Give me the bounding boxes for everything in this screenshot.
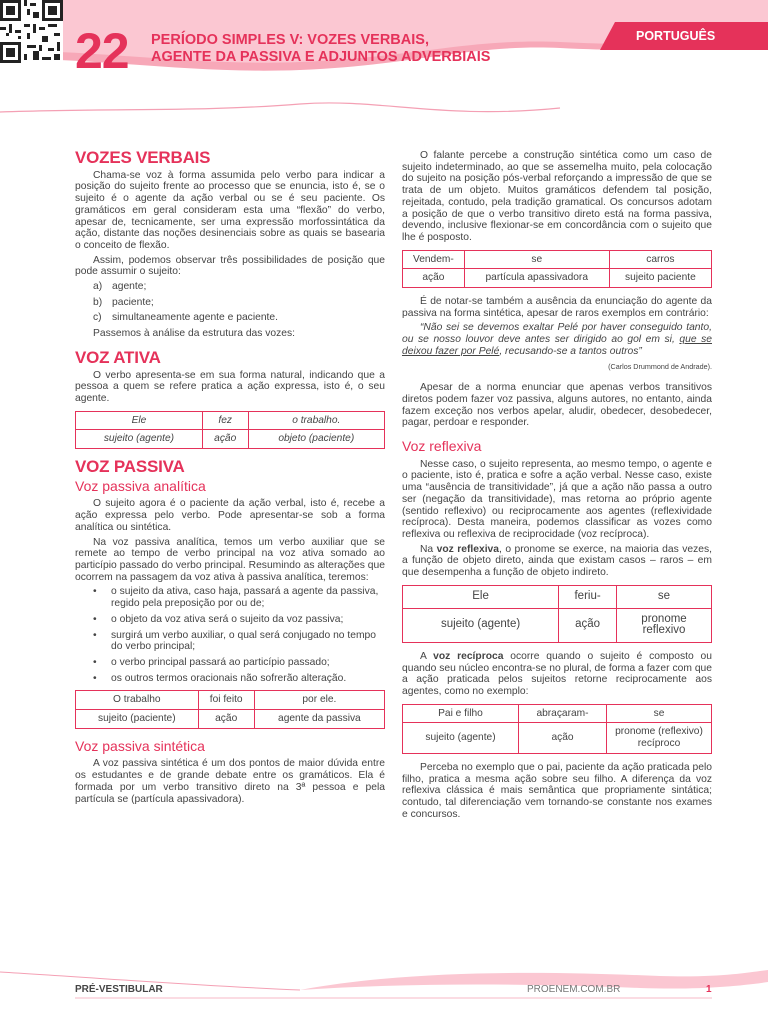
table-cell: carros <box>609 250 711 269</box>
quote-text: “Não sei se devemos exaltar Pelé por haver conseguido tanto, ou se nosso louvor deve antes ser dirigido ao gol em si, <box>402 322 712 346</box>
table-cell: agente da passiva <box>254 710 384 729</box>
table-row <box>76 411 385 430</box>
table-row <box>403 269 712 288</box>
list-item <box>93 297 385 309</box>
table-row <box>76 710 385 729</box>
table-row <box>76 691 385 710</box>
bold-term: voz reflexiva <box>436 543 500 555</box>
list-text: agente; <box>112 281 147 293</box>
qr-code-icon <box>0 0 63 63</box>
table-cell: ação <box>403 269 465 288</box>
table-voz-sintetica <box>402 250 712 288</box>
table-row <box>403 704 712 723</box>
table-cell: Vendem- <box>403 250 465 269</box>
table-cell: O trabalho <box>76 691 199 710</box>
chapter-title <box>151 32 490 66</box>
quote-source: (Carlos Drummond de Andrade). <box>608 361 712 371</box>
table-cell: se <box>617 585 712 608</box>
table-cell: sujeito (agente) <box>403 608 559 642</box>
left-column <box>75 150 385 808</box>
changes-list <box>93 586 385 684</box>
heading-voz-passiva-sintetica: Voz passiva sintética <box>75 737 205 754</box>
table-cell: sujeito (agente) <box>76 430 203 449</box>
subject-label: PORTUGUÊS <box>636 29 716 43</box>
table-voz-reflexiva <box>402 585 712 643</box>
footer-course-label: PRÉ-VESTIBULAR <box>75 984 163 995</box>
paragraph: É de notar-se também a ausência da enunciação do agente da passiva na forma sintética, apesar de raros exemplos em contrário: <box>402 296 712 319</box>
table-cell: sujeito paciente <box>609 269 711 288</box>
table-cell: partícula apassivadora <box>464 269 609 288</box>
quote-text: , recusando-se a tantos outros” <box>499 345 642 357</box>
table-cell: feriu- <box>559 585 617 608</box>
table-cell: ação <box>559 608 617 642</box>
heading-voz-passiva-analitica: Voz passiva analítica <box>75 477 206 494</box>
paragraph: O sujeito agora é o paciente da ação verbal, isto é, recebe a ação expressa pelo verbo. Pode apresentar-se sob a forma analítica ou sintética. <box>75 498 385 533</box>
table-cell: o trabalho. <box>248 411 384 430</box>
list-marker: b) <box>93 296 103 308</box>
paragraph <box>402 544 712 579</box>
chapter-number: 22 <box>75 23 129 79</box>
list-item: • o verbo principal passará ao particípio passado; <box>93 657 385 669</box>
paragraph: O falante percebe a construção sintética como um caso de sujeito indeterminado, ao que se assemelha muito, pela colocação do sujeito na posição pós-verbal reforçando a impressão de que se trata de um objeto. Muitos gramáticos defendem tal posição, rejeitada, contudo, pela tradição gramatical. Os concursos adotam a posição de que o verbo transitivo direto está na forma passiva, devendo, inclusive flexionar-se em concordância com o sujeito que lhe é posposto. <box>402 150 712 243</box>
table-cell: Pai e filho <box>403 704 519 723</box>
list-item: • os outros termos oracionais não sofrerão alteração. <box>93 673 385 685</box>
table-cell: se <box>607 704 712 723</box>
heading-voz-ativa: VOZ ATIVA <box>75 347 161 367</box>
list-item <box>93 312 385 324</box>
table-cell: ação <box>518 723 606 753</box>
table-cell: pronome (reflexivo) recíproco <box>607 723 712 753</box>
table-cell: foi feito <box>198 691 254 710</box>
list-item: • o objeto da voz ativa será o sujeito da voz passiva; <box>93 614 385 626</box>
table-cell: Ele <box>76 411 203 430</box>
list-marker: a) <box>93 281 103 293</box>
page-number: 1 <box>706 984 712 995</box>
table-cell: ação <box>202 430 248 449</box>
paragraph: O verbo apresenta-se em sua forma natural, indicando que a pessoa a quem se refere pratica a ação expressa, isto é, o seu agente. <box>75 369 385 404</box>
table-cell: sujeito (agente) <box>403 723 519 753</box>
page-header <box>0 0 768 150</box>
footer-site-link[interactable]: PROENEM.COM.BR <box>527 984 621 995</box>
paragraph <box>402 651 712 698</box>
list-marker: c) <box>93 312 102 324</box>
list-item <box>93 281 385 293</box>
table-voz-passiva <box>75 690 385 728</box>
table-cell: abraçaram- <box>518 704 606 723</box>
text: A <box>420 650 434 662</box>
chapter-title-line1: PERÍODO SIMPLES V: VOZES VERBAIS, <box>151 32 429 48</box>
list-item: • surgirá um verbo auxiliar, o qual será conjugado no tempo do verbo principal; <box>93 630 385 653</box>
heading-voz-reflexiva: Voz reflexiva <box>402 438 482 455</box>
table-cell: fez <box>202 411 248 430</box>
table-cell: sujeito (paciente) <box>76 710 199 729</box>
table-row <box>76 430 385 449</box>
right-column <box>402 150 712 823</box>
paragraph: Apesar de a norma enunciar que apenas verbos transitivos diretos podem fazer voz passiva, alguns autores, no entanto, ainda fazem exceção nos verbos apelar, aludir, obedecer, desobedecer, pagar, perdoar e responder. <box>402 382 712 429</box>
bold-term: voz recíproca <box>433 650 504 662</box>
table-row <box>403 723 712 753</box>
table-cell: por ele. <box>254 691 384 710</box>
table-cell: Ele <box>403 585 559 608</box>
quotation <box>402 322 712 357</box>
paragraph: A voz passiva sintética é um dos pontos de maior dúvida entre os estudantes e de grande debate entre os gramáticos. Ela é formada por um verbo transitivo direto na 3ª pessoa e pela partícula se (partícula apassivadora). <box>75 758 385 805</box>
table-cell: pronome reflexivo <box>617 608 712 642</box>
text: Na <box>420 543 437 555</box>
heading-vozes-verbais: VOZES VERBAIS <box>75 148 211 167</box>
table-row <box>403 608 712 642</box>
list-text: paciente; <box>112 296 154 308</box>
paragraph: Assim, podemos observar três possibilidades de posição que pode assumir o sujeito: <box>75 254 385 278</box>
paragraph: Nesse caso, o sujeito representa, ao mesmo tempo, o agente e o paciente, isto é, pratica e sofre a ação verbal. Nesse caso, existe uma “ausência de transitividade”, já que a ação não passa a outro ser (negação da transitividade), mas retorna ao próprio agente (sentido reflexivo) ou reciprocamente aos agentes (reflexividade recíproca). Desta maneira, podemos classificar as vozes como reflexiva ou reflexiva de reciprocidade (voz recíproca). <box>402 458 712 540</box>
paragraph: Na voz passiva analítica, temos um verbo auxiliar que se remete ao tempo de verbo principal na voz ativa somado ao particípio passado do verbo principal. Resumindo as alterações que ocorrem na passagem da voz ativa à passiva analítica, teremos: <box>75 536 385 583</box>
text: , o pronome se exerce, na maioria das vezes, a função de objeto direto, ainda que existam casos – raros – em que desempenha a função de objeto indireto. <box>402 543 712 579</box>
table-voz-reciproca <box>402 704 712 754</box>
paragraph: Passemos à análise da estrutura das vozes: <box>93 328 296 340</box>
paragraph: Chama-se voz à forma assumida pelo verbo para indicar a posição do sujeito frente ao processo que se enuncia, isto é, se o sujeito é o agente da ação verbal ou se é seu paciente. Os gramáticos em geral consideram esta uma “flexão” do verbo, apesar de, tecnicamente, ser uma expressão morfossintática da ação, distante das noções desinenciais sobre as quais se basearia o conceito de flexão. <box>75 169 385 251</box>
list-item: • o sujeito da ativa, caso haja, passará a agente da passiva, regido pela preposição por ou de; <box>93 586 385 609</box>
table-cell: objeto (paciente) <box>248 430 384 449</box>
table-voz-ativa <box>75 411 385 449</box>
subject-positions-list <box>93 281 385 324</box>
list-text: simultaneamente agente e paciente. <box>112 312 279 324</box>
paragraph: Perceba no exemplo que o pai, paciente da ação praticada pelo filho, pratica a mesma ação sobre seu filho. A diferença da voz reflexiva clássica é mais semântica que propriamente sintática; contudo, tal diferenciação vem tornando-se constante nos exames e concursos. <box>402 761 712 820</box>
text: ocorre quando o sujeito é composto ou quando seu núcleo encontra-se no plural, de forma a fazer com que a ação praticada pelos sujeitos retorne reciprocamente aos agentes, como no exemplo: <box>402 650 713 698</box>
table-row <box>403 250 712 269</box>
heading-voz-passiva: VOZ PASSIVA <box>75 457 185 477</box>
quote-underlined: que se deixou fazer por Pelé <box>402 334 712 357</box>
table-row <box>403 585 712 608</box>
chapter-title-line2: AGENTE DA PASSIVA E ADJUNTOS ADVERBIAIS <box>151 49 491 65</box>
table-cell: ação <box>198 710 254 729</box>
table-cell: se <box>464 250 609 269</box>
